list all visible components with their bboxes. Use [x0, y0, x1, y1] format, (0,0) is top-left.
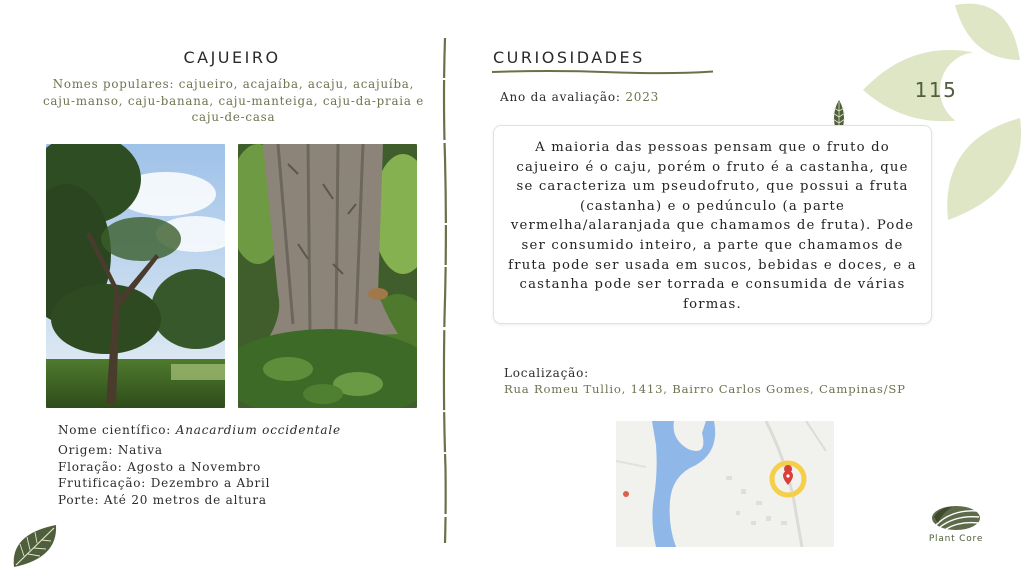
location-map[interactable] — [616, 421, 834, 547]
scientific-name-line — [58, 422, 341, 439]
species-title: CAJUEIRO — [183, 48, 281, 67]
evaluation-year-label: Ano da avaliação: — [500, 90, 626, 104]
popular-names: Nomes populares: cajueiro, acajaíba, acaju, acajuíba, caju-manso, caju-banana, caju-manteiga, caju-da-praia e caju-de-casa — [42, 77, 425, 124]
fruiting-line: Frutificação: Dezembro a Abril — [58, 476, 271, 490]
origin-line: Origem: Nativa — [58, 443, 163, 457]
evaluation-year — [500, 90, 659, 104]
plant-core-logo — [930, 503, 982, 533]
evaluation-year-value: 2023 — [625, 90, 660, 104]
curiosity-text: A maioria das pessoas pensam que o fruto do cajueiro é o caju, porém o fruto é a castanha, que se caracteriza um pseudofruto, que possui a fruta (castanha) e o pedúnculo (a parte vermelha/alaranjada que chamamos de fruta). Pode ser consumido inteiro, a parte que chamamos de fruta pode ser usada em sucos, bebidas e doces, e a castanha pode ser torrada e consumida de várias formas. — [508, 140, 917, 312]
leaf-icon — [10, 522, 60, 570]
location-address: Rua Romeu Tullio, 1413, Bairro Carlos Gomes, Campinas/SP — [504, 382, 906, 396]
flowering-line: Floração: Agosto a Novembro — [58, 460, 262, 474]
size-line: Porte: Até 20 metros de altura — [58, 493, 267, 507]
location-label: Localização: — [504, 366, 589, 380]
scientific-name-value: Anacardium occidentale — [175, 423, 341, 437]
title-underline — [491, 69, 715, 75]
tree-canopy-photo — [46, 144, 225, 408]
tree-trunk-image — [238, 144, 417, 408]
scientific-name-label: Nome científico: — [58, 423, 176, 437]
tree-canopy-image — [46, 144, 225, 408]
curiosities-title: CURIOSIDADES — [493, 48, 645, 67]
tree-trunk-photo — [238, 144, 417, 408]
decorative-leaves — [860, 0, 1024, 225]
page-number: 115 — [914, 78, 958, 102]
brand-name: Plant Core — [928, 534, 984, 544]
map-image — [616, 421, 834, 547]
column-divider — [441, 38, 449, 543]
